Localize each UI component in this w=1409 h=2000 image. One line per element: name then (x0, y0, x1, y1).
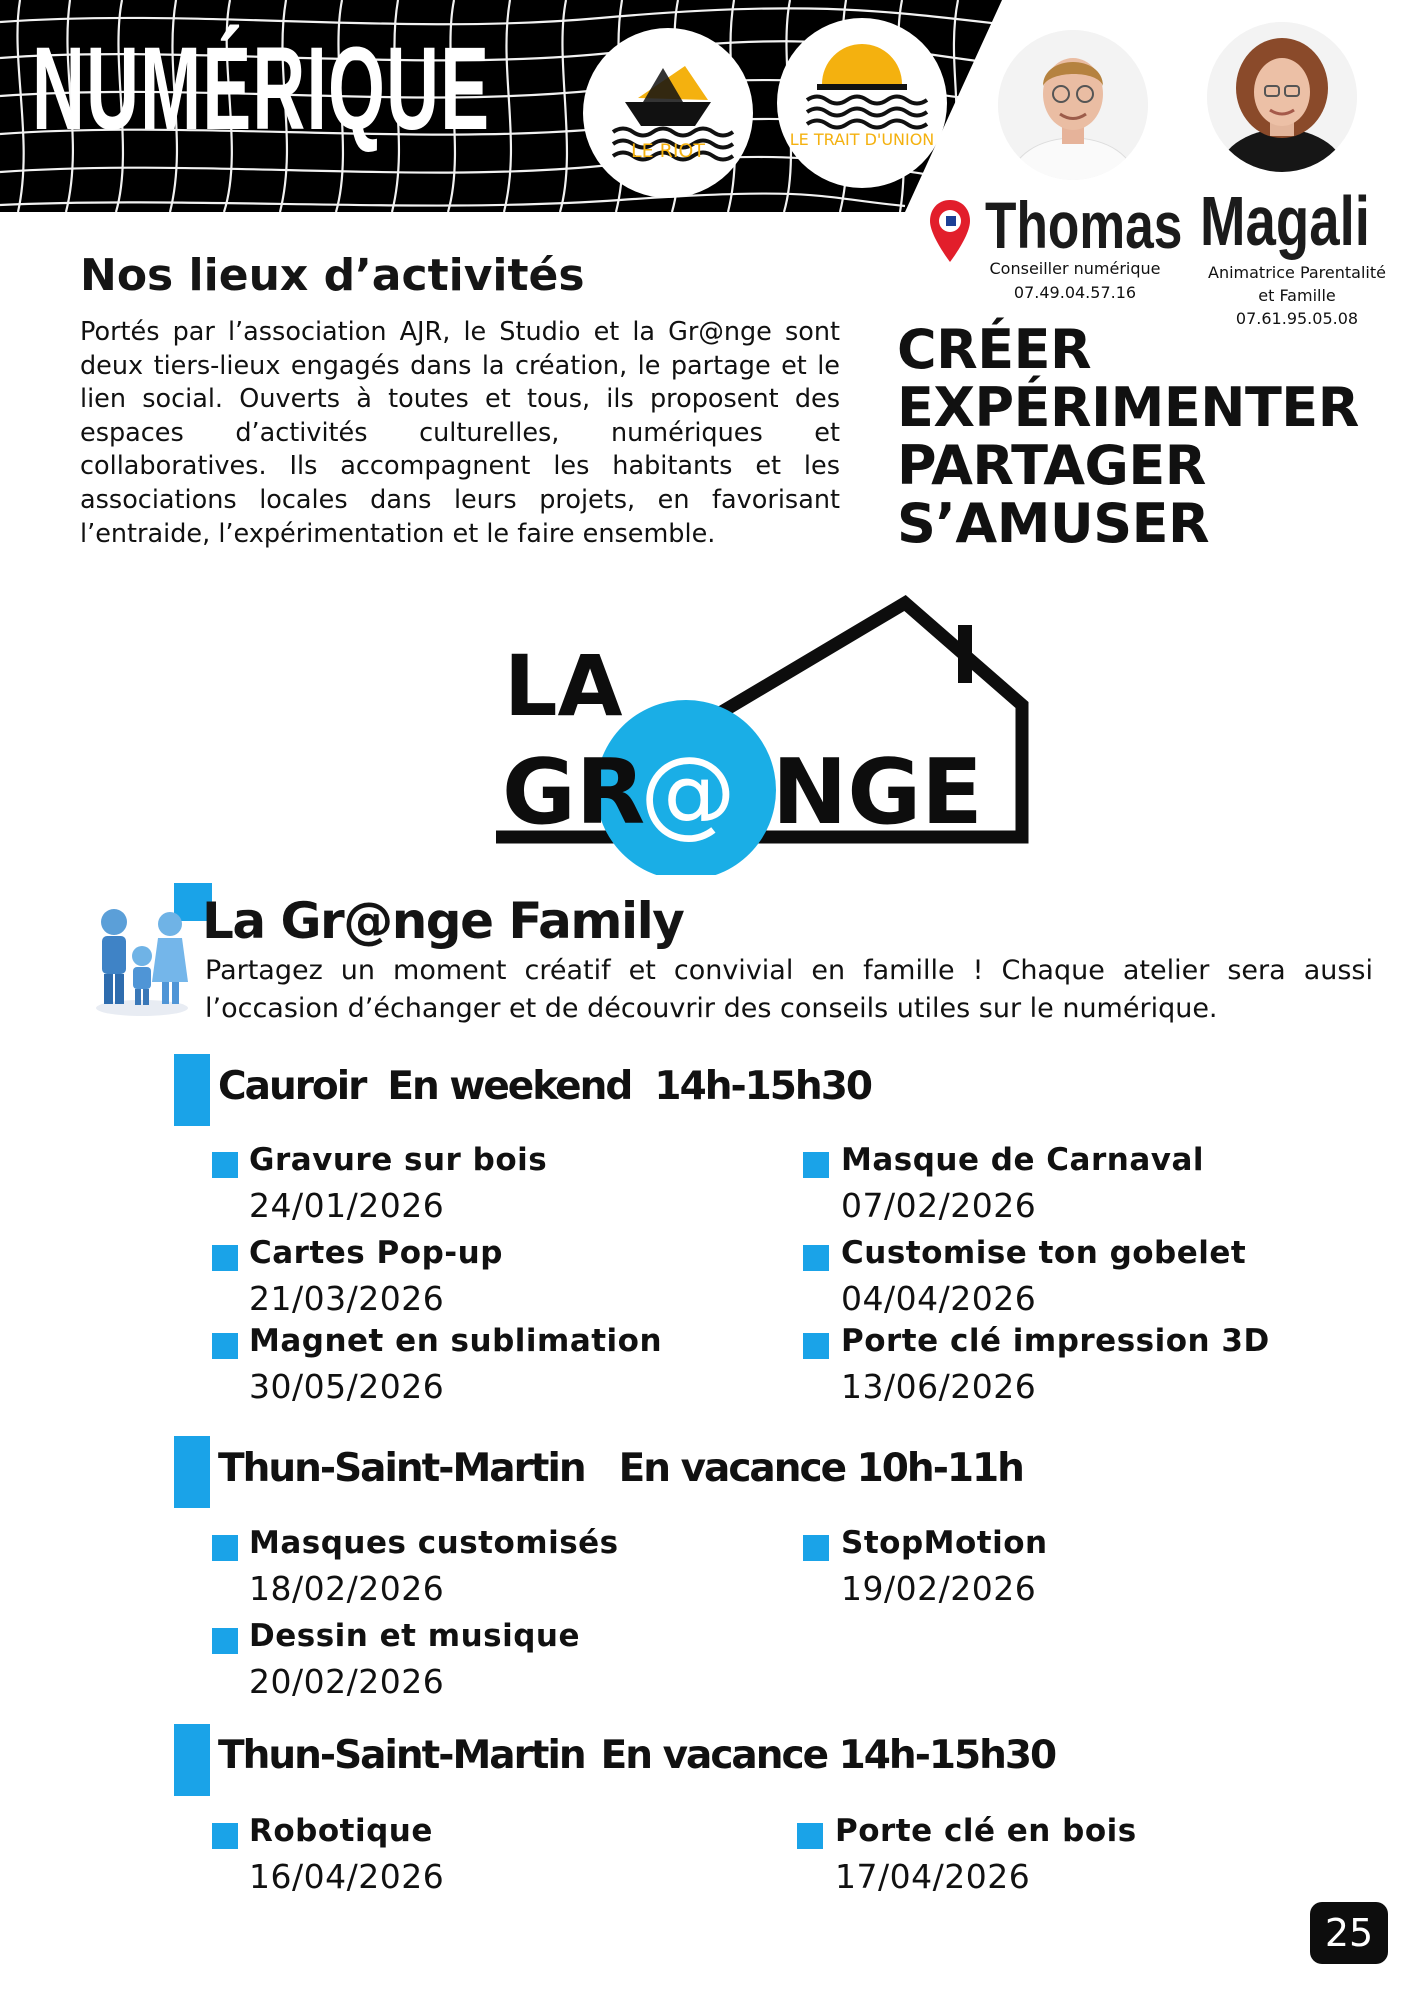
le-riot-logo (583, 28, 753, 198)
contact-role-thomas: Conseiller numérique (989, 259, 1161, 278)
activity-name: Porte clé impression 3D (841, 1323, 1270, 1359)
activity-date: 17/04/2026 (835, 1857, 1031, 1896)
activity-name: Gravure sur bois (249, 1142, 548, 1178)
item-bullet (803, 1152, 829, 1178)
item-bullet (803, 1333, 829, 1359)
verb-partager: PARTAGER (897, 434, 1206, 497)
section-header-cauroir (218, 1064, 871, 1109)
la-grange-logo (490, 595, 1030, 875)
section-header-thun-morning (218, 1446, 1023, 1491)
contact-name-thomas: Thomas (985, 188, 1183, 262)
sunset-icon (777, 18, 947, 188)
item-bullet (212, 1628, 238, 1654)
activity-name: Dessin et musique (249, 1618, 581, 1654)
verb-creer: CRÉER (897, 318, 1092, 381)
item-bullet (212, 1333, 238, 1359)
section-accent-square (174, 1436, 210, 1508)
le-trait-d-union-logo-text: LE TRAIT D'UNION (789, 130, 935, 149)
activity-date: 13/06/2026 (841, 1367, 1037, 1406)
section-when: En vacance 10h-11h (618, 1446, 1023, 1491)
item-bullet (797, 1823, 823, 1849)
activity-name: Robotique (249, 1813, 433, 1849)
activity-name: Cartes Pop-up (249, 1235, 503, 1271)
item-bullet (212, 1823, 238, 1849)
boat-icon (583, 28, 753, 198)
section-header-thun-afternoon (218, 1733, 1055, 1778)
grange-logo-nge: NGE (772, 740, 983, 845)
le-trait-d-union-logo (777, 18, 947, 188)
family-icon (92, 900, 192, 1016)
item-bullet (803, 1535, 829, 1561)
item-bullet (212, 1152, 238, 1178)
grange-logo-la: LA (504, 637, 623, 735)
item-bullet (803, 1245, 829, 1271)
family-text: Partagez un moment créatif et convivial en famille ! Chaque atelier sera aussi l’occasion d’échanger et de découvrir des conseils utiles sur le numérique. (205, 955, 1373, 1024)
section-when: En vacance 14h-15h30 (600, 1733, 1056, 1778)
thomas-photo (998, 30, 1148, 180)
activity-date: 20/02/2026 (249, 1662, 445, 1701)
activity-name: StopMotion (841, 1525, 1048, 1561)
page-number: 25 (1310, 1902, 1388, 1964)
verb-experimenter: EXPÉRIMENTER (897, 376, 1359, 439)
activity-date: 24/01/2026 (249, 1186, 445, 1225)
activity-date: 21/03/2026 (249, 1279, 445, 1318)
section-place: Thun-Saint-Martin (218, 1733, 585, 1778)
section-place: Thun-Saint-Martin (218, 1446, 585, 1491)
section-title-lieux: Nos lieux d’activités (80, 250, 585, 301)
contact-role-magali-line2: et Famille (1258, 286, 1336, 305)
le-riot-logo-text: LE RIOT (631, 140, 705, 162)
activity-date: 07/02/2026 (841, 1186, 1037, 1225)
activity-name: Customise ton gobelet (841, 1235, 1247, 1271)
section-place: Cauroir (218, 1064, 366, 1109)
section-accent-square (174, 1054, 210, 1126)
activity-date: 16/04/2026 (249, 1857, 445, 1896)
activity-name: Masque de Carnaval (841, 1142, 1205, 1178)
contact-name-magali: Magali (1200, 182, 1370, 260)
grange-logo-gr: GR (502, 740, 646, 845)
activity-date: 19/02/2026 (841, 1569, 1037, 1608)
activity-date: 30/05/2026 (249, 1367, 445, 1406)
section-accent-square (174, 1724, 210, 1796)
contact-phone-magali[interactable]: 07.61.95.05.08 (1235, 309, 1359, 328)
contact-role-magali (1192, 261, 1402, 307)
contact-role-magali-line1: Animatrice Parentalité (1208, 263, 1386, 282)
page-title: NUMÉRIQUE (32, 23, 491, 155)
verb-samuser: S’AMUSER (897, 492, 1210, 555)
activity-date: 18/02/2026 (249, 1569, 445, 1608)
item-bullet (212, 1535, 238, 1561)
family-title: La Gr@nge Family (202, 892, 684, 950)
activity-name: Porte clé en bois (835, 1813, 1137, 1849)
section-text-lieux: Portés par l’association AJR, le Studio et la Gr@nge sont deux tiers-lieux engagés dans la création, le partage et le lien social. Ouverts à toutes et tous, ils proposent des espaces d’activités culturelles, numériques et collaboratives. Ils accompagnent les habitants et les associations locales dans leurs projets, en favorisant l’entraide, l’expérimentation et le faire ensemble. (80, 317, 840, 549)
item-bullet (212, 1245, 238, 1271)
grange-logo-at: @ (640, 736, 736, 848)
activity-name: Masques customisés (249, 1525, 619, 1561)
magali-photo (1207, 22, 1357, 172)
section-when: En weekend 14h-15h30 (387, 1064, 871, 1109)
location-pin-icon (928, 198, 972, 264)
activity-date: 04/04/2026 (841, 1279, 1037, 1318)
activity-name: Magnet en sublimation (249, 1323, 663, 1359)
contact-phone-thomas[interactable]: 07.49.04.57.16 (1013, 283, 1137, 302)
